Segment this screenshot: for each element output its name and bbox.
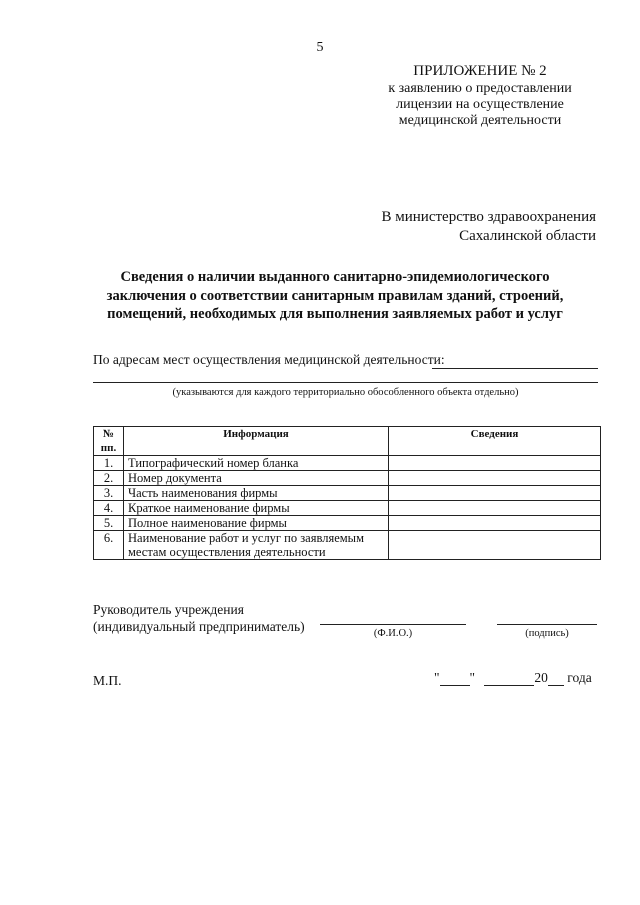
info-table: [93, 426, 601, 560]
appendix-block: [360, 63, 600, 129]
quote-open: ": [434, 670, 440, 685]
day-blank[interactable]: [440, 669, 470, 686]
row-details-cell[interactable]: [389, 471, 601, 486]
appendix-line: лицензии на осуществление: [396, 97, 564, 112]
recipient-line: В министерство здравоохранения: [381, 209, 596, 225]
address-field-line-2[interactable]: [93, 382, 598, 383]
title-line: помещений, необходимых для выполнения заявляемых работ и услуг: [107, 306, 563, 322]
fio-field[interactable]: [320, 624, 466, 639]
row-details-cell[interactable]: [389, 486, 601, 501]
row-details-cell[interactable]: [389, 501, 601, 516]
row-num: 4.: [94, 501, 124, 516]
row-details-cell[interactable]: [389, 456, 601, 471]
address-label: По адресам мест осуществления медицинской деятельности:: [93, 352, 445, 367]
head-label: [93, 601, 305, 635]
recipient-block: [382, 208, 597, 246]
stamp-label: М.П.: [93, 673, 122, 688]
title-line: Сведения о наличии выданного санитарно-эпидемиологического: [120, 269, 550, 285]
year-prefix: 20: [534, 670, 548, 685]
row-num: 3.: [94, 486, 124, 501]
year-suffix: года: [567, 670, 592, 685]
address-note: (указываются для каждого территориально обособленного объекта отдельно): [172, 387, 519, 398]
row-num: 1.: [94, 456, 124, 471]
row-num: 6.: [94, 531, 124, 560]
year-blank[interactable]: [548, 669, 564, 686]
document-title: [80, 268, 590, 324]
table-row: [94, 456, 601, 471]
table-row: [94, 516, 601, 531]
appendix-line: к заявлению о предоставлении: [388, 81, 572, 96]
row-info: Наименование работ и услуг по заявляемым местам осуществления деятельности: [124, 531, 389, 560]
signature-field[interactable]: [497, 624, 597, 639]
head-line: Руководитель учреждения: [93, 602, 244, 617]
header-details: Сведения: [389, 427, 601, 456]
recipient-line: Сахалинской области: [459, 228, 596, 244]
row-info: Номер документа: [124, 471, 389, 486]
row-details-cell[interactable]: [389, 531, 601, 560]
date-field: [434, 669, 592, 686]
table-header-row: [94, 427, 601, 456]
row-info: Типографический номер бланка: [124, 456, 389, 471]
appendix-line: медицинской деятельности: [398, 113, 562, 128]
table-row: [94, 471, 601, 486]
title-line: заключения о соответствии санитарным правилам зданий, строений,: [106, 287, 564, 304]
row-info: Часть наименования фирмы: [124, 486, 389, 501]
table-row: [94, 501, 601, 516]
row-num: 5.: [94, 516, 124, 531]
row-num: 2.: [94, 471, 124, 486]
signature-caption: (подпись): [525, 628, 569, 639]
row-details-cell[interactable]: [389, 516, 601, 531]
header-info: Информация: [124, 427, 389, 456]
header-num: № пп.: [94, 427, 124, 456]
fio-caption: (Ф.И.О.): [373, 628, 413, 639]
row-info: Полное наименование фирмы: [124, 516, 389, 531]
month-blank[interactable]: [484, 669, 534, 686]
table-row: [94, 531, 601, 560]
appendix-title: ПРИЛОЖЕНИЕ № 2: [413, 63, 547, 79]
row-info: Краткое наименование фирмы: [124, 501, 389, 516]
address-field-line[interactable]: [432, 368, 598, 369]
page-number: 5: [316, 40, 324, 55]
table-row: [94, 486, 601, 501]
head-line: (индивидуальный предприниматель): [93, 619, 305, 634]
quote-close: ": [469, 670, 476, 685]
